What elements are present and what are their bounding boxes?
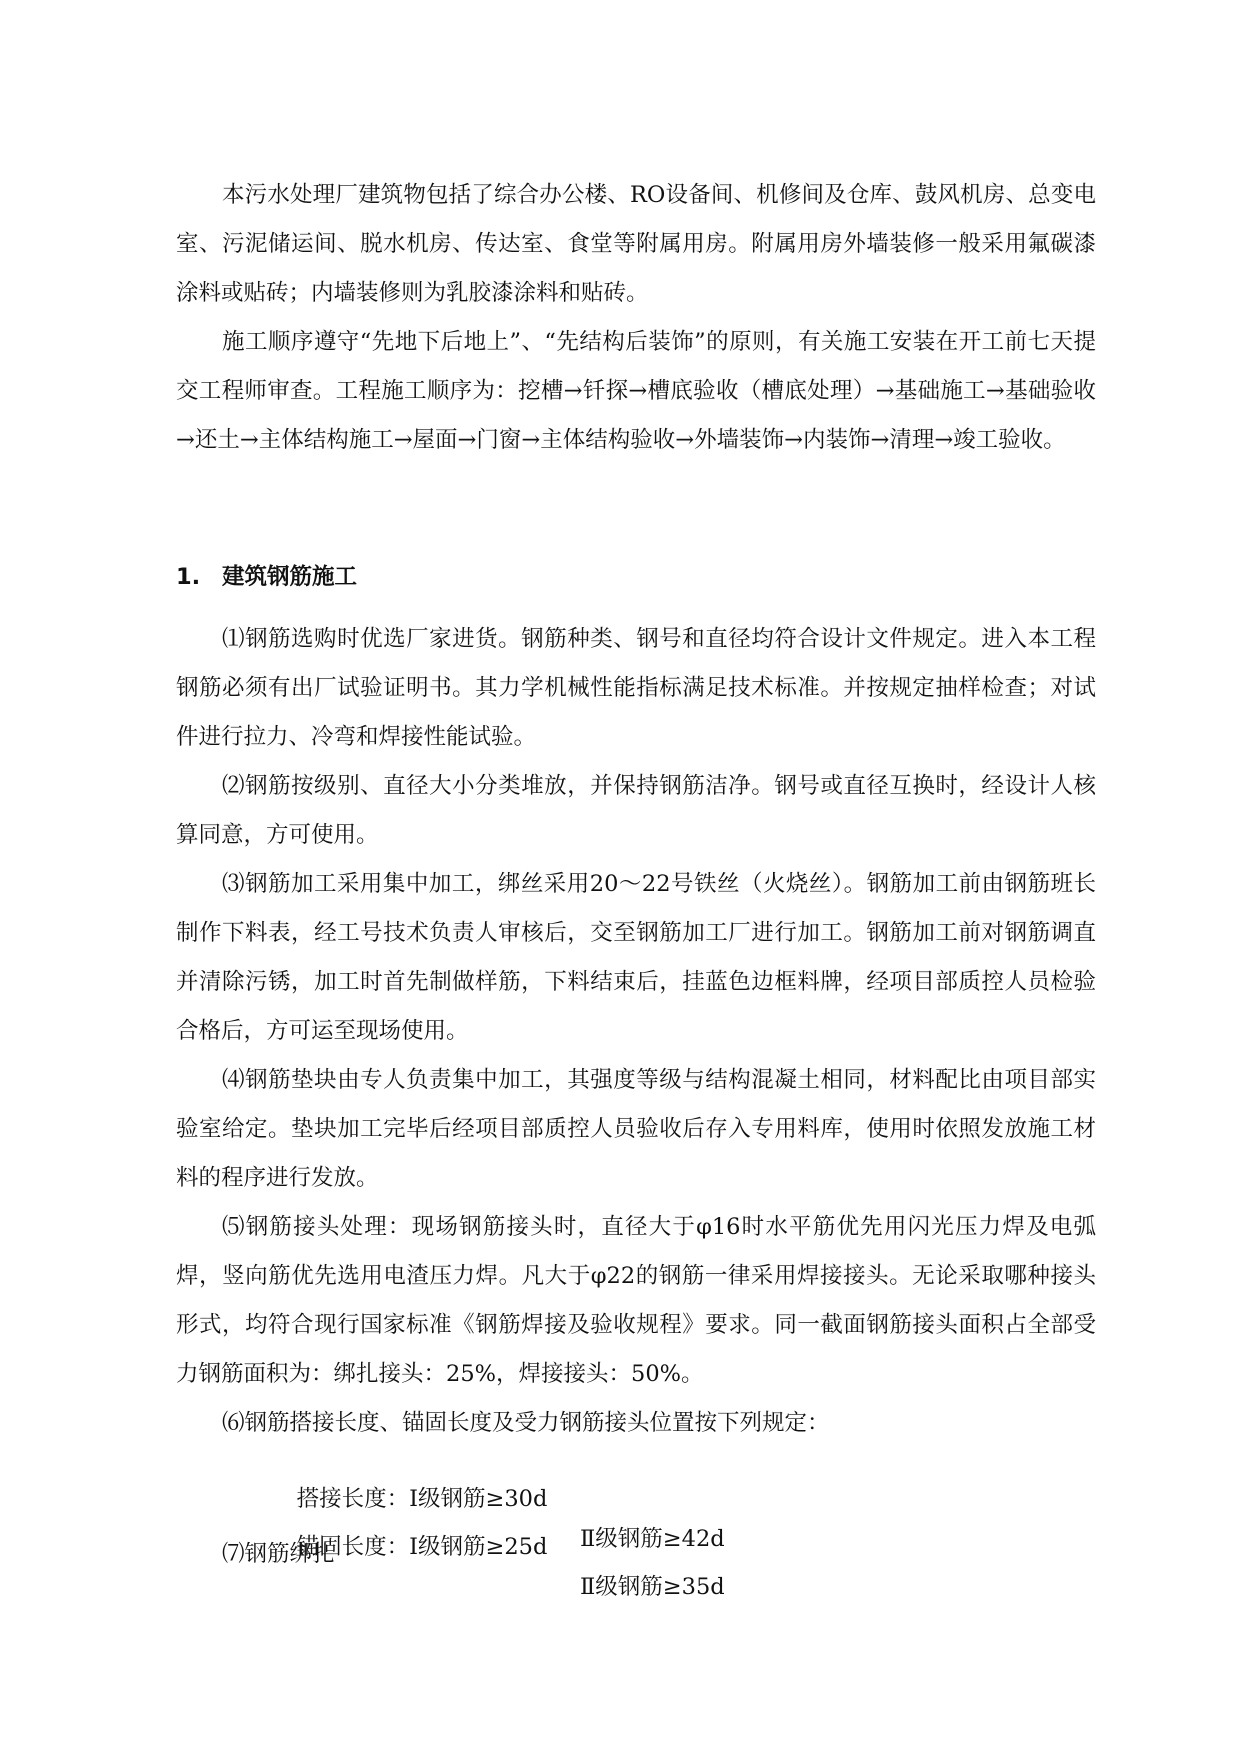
- item-1-paragraph: ⑴钢筋选购时优选厂家进货。钢筋种类、钢号和直径均符合设计文件规定。进入本工程钢筋必须有出厂试验证明书。其力学机械性能指标满足技术标准。并按规定抽样检查；对试件进行拉力、冷弯和焊接性能试验。: [176, 626, 1096, 750]
- lap-length-grade-2: Ⅱ级钢筋≥42d: [580, 1526, 725, 1552]
- item-3-paragraph: ⑶钢筋加工采用集中加工，绑丝采用20～22号铁丝（火烧丝）。钢筋加工前由钢筋班长制作下料表，经工号技术负责人审核后，交至钢筋加工厂进行加工。钢筋加工前对钢筋调直并清除污锈，加工时首先制做样筋，下料结束后，挂蓝色边框料牌，经项目部质控人员检验合格后，方可运至现场使用。: [176, 871, 1096, 1044]
- item-7-paragraph: ⑺钢筋绑扎: [222, 1541, 335, 1567]
- anchor-length-grade-2: Ⅱ级钢筋≥35d: [580, 1574, 725, 1600]
- intro-paragraph-buildings: 本污水处理厂建筑物包括了综合办公楼、RO设备间、机修间及仓库、鼓风机房、总变电室、污泥储运间、脱水机房、传达室、食堂等附属用房。附属用房外墙装修一般采用氟碳漆涂料或贴砖；内墙装修则为乳胶漆涂料和贴砖。: [176, 182, 1096, 306]
- item-6-paragraph: ⑹钢筋搭接长度、锚固长度及受力钢筋接头位置按下列规定：: [222, 1410, 830, 1436]
- item-4-paragraph: ⑷钢筋垫块由专人负责集中加工，其强度等级与结构混凝土相同，材料配比由项目部实验室给定。垫块加工完毕后经项目部质控人员验收后存入专用料库，使用时依照发放施工材料的程序进行发放。: [176, 1067, 1096, 1191]
- item-5-paragraph: ⑸钢筋接头处理：现场钢筋接头时，直径大于φ16时水平筋优先用闪光压力焊及电弧焊，竖向筋优先选用电渣压力焊。凡大于φ22的钢筋一律采用焊接接头。无论采取哪种接头形式，均符合现行国家标准《钢筋焊接及验收规程》要求。同一截面钢筋接头面积占全部受力钢筋面积为：绑扎接头：25%，焊接接头：50%。: [176, 1214, 1096, 1387]
- intro-paragraph-construction-sequence: 施工顺序遵守“先地下后地上”、“先结构后装饰”的原则，有关施工安装在开工前七天提交工程师审查。工程施工顺序为：挖槽→钎探→槽底验收（槽底处理）→基础施工→基础验收→还土→主体结构施工→屋面→门窗→主体结构验收→外墙装饰→内装饰→清理→竣工验收。: [176, 329, 1096, 453]
- section-title: 建筑钢筋施工: [222, 564, 358, 590]
- section-heading: [176, 557, 357, 597]
- anchor-length-grade-1: Ⅰ级钢筋≥25d: [409, 1534, 548, 1560]
- lap-length-grade-1: Ⅰ级钢筋≥30d: [409, 1486, 548, 1512]
- item-2-paragraph: ⑵钢筋按级别、直径大小分类堆放，并保持钢筋洁净。钢号或直径互换时，经设计人核算同意，方可使用。: [176, 773, 1096, 848]
- lap-length-label: 搭接长度：: [296, 1486, 410, 1512]
- anchor-length-label: 锚固长度：: [296, 1534, 410, 1560]
- section-number: 1.: [176, 564, 201, 590]
